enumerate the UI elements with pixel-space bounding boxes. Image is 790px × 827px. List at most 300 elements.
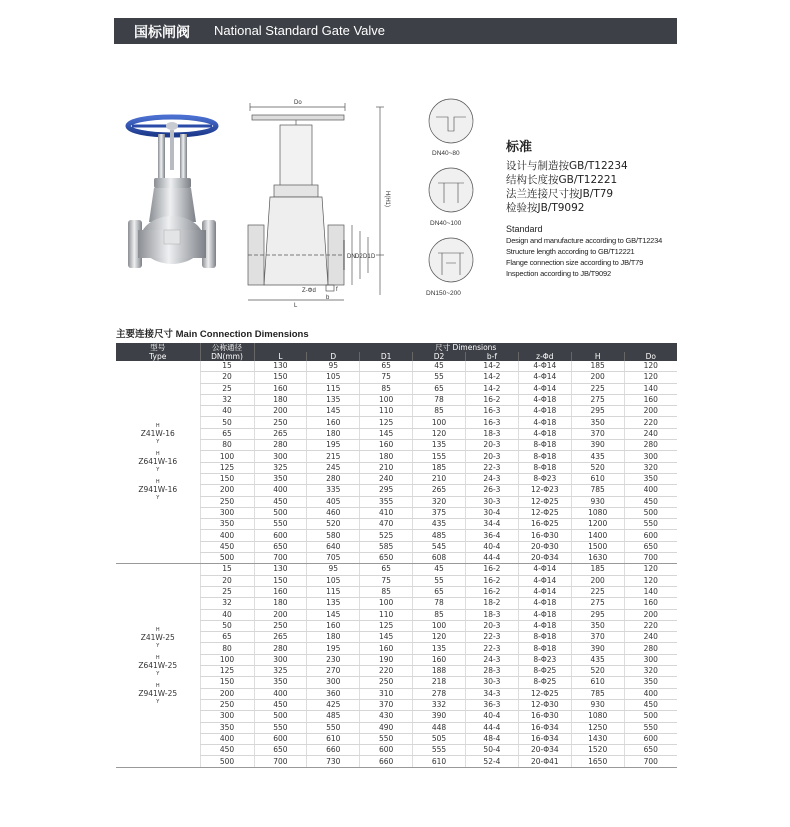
dim-cell: 24-3 <box>466 654 519 665</box>
table-row <box>116 530 677 541</box>
dim-cell: 52-4 <box>466 756 519 767</box>
dim-cell: 350 <box>571 620 624 631</box>
dim-cell: 8-Φ18 <box>518 451 571 462</box>
dim-cell: 155 <box>413 451 466 462</box>
dim-cell: 4-Φ14 <box>518 586 571 597</box>
dim-cell: 550 <box>254 519 307 530</box>
dim-cell: 265 <box>254 428 307 439</box>
dim-cell: 4-Φ18 <box>518 620 571 631</box>
dim-cell: 135 <box>307 394 360 405</box>
dim-cell: 36-3 <box>466 699 519 710</box>
dim-cell: 30-3 <box>466 677 519 688</box>
dim-cell: 785 <box>571 688 624 699</box>
dim-cell: 525 <box>360 530 413 541</box>
dim-cell: 34-4 <box>466 519 519 530</box>
dim-cell: 360 <box>307 688 360 699</box>
dim-cell: 400 <box>254 485 307 496</box>
dim-cell: 160 <box>307 620 360 631</box>
dim-cell: 400 <box>624 485 677 496</box>
dim-cell: 310 <box>360 688 413 699</box>
dim-cell: 295 <box>571 609 624 620</box>
dim-cell: 490 <box>360 722 413 733</box>
dim-cell: 4-Φ14 <box>518 383 571 394</box>
model-label <box>116 683 200 705</box>
dim-cell: 280 <box>307 473 360 484</box>
dim-cell: 180 <box>307 632 360 643</box>
dim-cell: 190 <box>360 654 413 665</box>
dim-cell: 250 <box>254 620 307 631</box>
dn-header-cn: 公称通径 <box>212 343 242 352</box>
dim-cell: 85 <box>413 609 466 620</box>
dim-cell: 4-Φ14 <box>518 372 571 383</box>
table-row <box>116 688 677 699</box>
standard-title-en: Standard <box>506 224 543 234</box>
dim-cell: 600 <box>254 530 307 541</box>
dim-cell: 18-3 <box>466 609 519 620</box>
dim-cell: 4-Φ18 <box>518 428 571 439</box>
dim-cell: 140 <box>624 383 677 394</box>
dim-cell: 700 <box>254 756 307 767</box>
dim-cell: 20-Φ34 <box>518 553 571 564</box>
model-cell <box>116 564 200 767</box>
dim-cell: 550 <box>254 722 307 733</box>
dn-cell: 20 <box>200 575 254 586</box>
dim-cell: 100 <box>360 598 413 609</box>
dim-cell: 65 <box>360 564 413 575</box>
model-sub: Y <box>156 439 160 446</box>
dn-cell: 65 <box>200 428 254 439</box>
dim-cell: 220 <box>360 666 413 677</box>
dim-cell: 48-4 <box>466 733 519 744</box>
dim-cell: 610 <box>307 733 360 744</box>
dim-cell: 20-Φ34 <box>518 745 571 756</box>
dim-cell: 14-2 <box>466 361 519 372</box>
dn-cell: 350 <box>200 519 254 530</box>
dim-cell: 180 <box>307 428 360 439</box>
dim-cell: 185 <box>571 361 624 372</box>
seal-detail-drawings <box>424 95 484 305</box>
dn-cell: 200 <box>200 485 254 496</box>
dim-cell: 1430 <box>571 733 624 744</box>
dim-cell: 550 <box>624 722 677 733</box>
dim-cell: 700 <box>254 553 307 564</box>
dim-cell: 8-Φ18 <box>518 632 571 643</box>
dim-cell: 120 <box>413 632 466 643</box>
dim-cell: 650 <box>254 745 307 756</box>
valve-section-drawing <box>240 95 405 310</box>
dim-cell: 650 <box>360 553 413 564</box>
dim-cell: 4-Φ18 <box>518 417 571 428</box>
table-row <box>116 451 677 462</box>
dim-cell: 185 <box>413 462 466 473</box>
dim-cell: 280 <box>254 440 307 451</box>
standards-block <box>506 136 696 279</box>
standard-title-cn: 标准 <box>506 140 533 155</box>
table-row <box>116 428 677 439</box>
dim-cell: 16-Φ34 <box>518 733 571 744</box>
dim-cell: 180 <box>254 598 307 609</box>
dn-cell: 500 <box>200 553 254 564</box>
dn-cell: 350 <box>200 722 254 733</box>
label-d1: D1 <box>363 254 371 260</box>
dn-cell: 125 <box>200 666 254 677</box>
dim-cell: 150 <box>254 575 307 586</box>
table-row <box>116 586 677 597</box>
dim-cell: 75 <box>360 372 413 383</box>
dim-cell: 450 <box>254 496 307 507</box>
dim-cell: 135 <box>413 440 466 451</box>
dim-cell: 450 <box>624 496 677 507</box>
dim-cell: 370 <box>571 632 624 643</box>
label-dn: DN <box>347 254 356 260</box>
dn-cell: 200 <box>200 688 254 699</box>
dim-cell: 65 <box>413 586 466 597</box>
dim-cell: 22-3 <box>466 632 519 643</box>
dim-cell: 350 <box>254 677 307 688</box>
dim-cell: 16-2 <box>466 575 519 586</box>
dim-cell: 180 <box>254 394 307 405</box>
dim-cell: 78 <box>413 394 466 405</box>
table-row <box>116 553 677 564</box>
dim-cell: 520 <box>571 666 624 677</box>
dim-cell: 1520 <box>571 745 624 756</box>
dim-cell: 200 <box>254 406 307 417</box>
dim-cell: 265 <box>254 632 307 643</box>
dim-cell: 500 <box>624 711 677 722</box>
model-sup: H <box>155 682 160 689</box>
dim-cell: 300 <box>254 654 307 665</box>
dim-cell: 705 <box>307 553 360 564</box>
dim-cell: 550 <box>624 519 677 530</box>
dn-cell: 40 <box>200 406 254 417</box>
dim-cell: 295 <box>571 406 624 417</box>
dn-cell: 500 <box>200 756 254 767</box>
dim-cell: 4-Φ18 <box>518 394 571 405</box>
dim-cell: 240 <box>624 428 677 439</box>
dim-cell: 225 <box>571 383 624 394</box>
dim-cell: 115 <box>307 383 360 394</box>
dim-cell: 16-2 <box>466 564 519 575</box>
dim-cell: 1500 <box>571 541 624 552</box>
model-cell <box>116 361 200 564</box>
dim-cell: 4-Φ18 <box>518 598 571 609</box>
dim-cell: 110 <box>360 609 413 620</box>
dim-cell: 350 <box>624 677 677 688</box>
dim-cell: 120 <box>624 564 677 575</box>
dim-cell: 180 <box>360 451 413 462</box>
type-header-cn: 型号 <box>150 343 166 352</box>
table-row <box>116 507 677 518</box>
dim-cell: 210 <box>360 462 413 473</box>
dim-cell: 435 <box>571 451 624 462</box>
dim-cell: 8-Φ23 <box>518 654 571 665</box>
model-label <box>116 451 200 473</box>
dim-cell: 130 <box>254 564 307 575</box>
dim-cell: 1630 <box>571 553 624 564</box>
label-f: f <box>336 287 338 293</box>
model-main: Z641W-25 <box>138 660 178 670</box>
dim-cell: 370 <box>571 428 624 439</box>
dim-cell: 200 <box>571 372 624 383</box>
dim-cell: 1200 <box>571 519 624 530</box>
dim-cell: 16-Φ30 <box>518 530 571 541</box>
label-b: b <box>326 295 330 301</box>
dn-cell: 15 <box>200 564 254 575</box>
dim-cell: 20-3 <box>466 620 519 631</box>
dim-cell: 320 <box>413 496 466 507</box>
table-row <box>116 541 677 552</box>
dim-cell: 450 <box>624 699 677 710</box>
model-sup: H <box>155 423 160 430</box>
model-sub: Y <box>156 495 160 502</box>
dim-cell: 4-Φ14 <box>518 575 571 586</box>
label-do: Do <box>294 100 302 106</box>
table-row <box>116 473 677 484</box>
dim-cell: 390 <box>571 643 624 654</box>
dim-cell: 4-Φ14 <box>518 361 571 372</box>
dn-cell: 100 <box>200 451 254 462</box>
dim-cell: 145 <box>307 609 360 620</box>
dim-cell: 390 <box>571 440 624 451</box>
dim-cell: 610 <box>571 677 624 688</box>
dn-cell: 25 <box>200 383 254 394</box>
standard-line-cn: 设计与制造按GB/T12234 <box>506 160 628 172</box>
dim-cell: 450 <box>254 699 307 710</box>
dn-cell: 125 <box>200 462 254 473</box>
dim-cell: 12-Φ30 <box>518 699 571 710</box>
table-row <box>116 406 677 417</box>
dim-cell: 20-3 <box>466 451 519 462</box>
dim-cell: 335 <box>307 485 360 496</box>
dim-cell: 150 <box>254 372 307 383</box>
dim-cell: 4-Φ18 <box>518 406 571 417</box>
standard-line-en: Structure length according to GB/T12221 <box>506 247 635 256</box>
table-row <box>116 654 677 665</box>
dim-cell: 8-Φ23 <box>518 473 571 484</box>
dim-cell: 55 <box>413 575 466 586</box>
dim-cell: 12-Φ25 <box>518 688 571 699</box>
dim-cell: 195 <box>307 643 360 654</box>
dn-cell: 150 <box>200 473 254 484</box>
dn-cell: 32 <box>200 394 254 405</box>
dim-cell: 22-3 <box>466 643 519 654</box>
table-row <box>116 372 677 383</box>
detail-label-2: DN40~100 <box>430 220 462 227</box>
model-sup: H <box>155 451 160 458</box>
dim-cell: 320 <box>624 462 677 473</box>
dim-cell: 220 <box>624 417 677 428</box>
dim-cell: 555 <box>413 745 466 756</box>
dim-cell: 45 <box>413 361 466 372</box>
dim-cell: 85 <box>413 406 466 417</box>
dim-cell: 4-Φ14 <box>518 564 571 575</box>
standard-line-en: Inspection according to JB/T9092 <box>506 269 611 278</box>
table-row <box>116 485 677 496</box>
dim-cell: 240 <box>360 473 413 484</box>
table-row <box>116 699 677 710</box>
dim-cell: 120 <box>624 372 677 383</box>
dim-cell: 85 <box>360 586 413 597</box>
dim-cell: 280 <box>624 440 677 451</box>
dim-cell: 4-Φ18 <box>518 609 571 620</box>
type-header-en: Type <box>149 352 167 361</box>
model-label <box>116 655 200 677</box>
dim-cell: 485 <box>413 530 466 541</box>
dn-cell: 20 <box>200 372 254 383</box>
dim-cell: 145 <box>307 406 360 417</box>
dim-cell: 220 <box>624 620 677 631</box>
dim-cell: 270 <box>307 666 360 677</box>
table-row <box>116 632 677 643</box>
dim-cell: 700 <box>624 756 677 767</box>
dim-cell: 160 <box>254 586 307 597</box>
table-row <box>116 394 677 405</box>
dim-cell: 100 <box>413 620 466 631</box>
model-sub: Y <box>156 670 160 677</box>
dimensions-table <box>116 343 677 768</box>
dim-cell: 20-Φ41 <box>518 756 571 767</box>
dim-cell: 500 <box>624 507 677 518</box>
dim-cell: 125 <box>360 620 413 631</box>
dn-cell: 450 <box>200 541 254 552</box>
dim-cell: 55 <box>413 372 466 383</box>
dim-cell: 600 <box>254 733 307 744</box>
dim-cell: 375 <box>413 507 466 518</box>
dim-cell: 350 <box>254 473 307 484</box>
dn-cell: 40 <box>200 609 254 620</box>
dim-cell: 325 <box>254 666 307 677</box>
dim-cell: 200 <box>571 575 624 586</box>
dim-cell: 78 <box>413 598 466 609</box>
dn-header-en: DN(mm) <box>211 352 243 361</box>
dim-cell: 485 <box>307 711 360 722</box>
dim-cell: 105 <box>307 372 360 383</box>
dim-cell: 1250 <box>571 722 624 733</box>
dim-cell: 100 <box>360 394 413 405</box>
model-sub: Y <box>156 698 160 705</box>
dim-cell: 95 <box>307 564 360 575</box>
column-header: z-Φd <box>518 352 571 361</box>
dim-cell: 125 <box>360 417 413 428</box>
valve-photo <box>120 112 225 287</box>
dim-cell: 215 <box>307 451 360 462</box>
dim-cell: 160 <box>307 417 360 428</box>
dim-cell: 550 <box>360 733 413 744</box>
dn-cell: 450 <box>200 745 254 756</box>
dim-cell: 44-4 <box>466 722 519 733</box>
table-row <box>116 519 677 530</box>
model-label <box>116 423 200 445</box>
dim-cell: 188 <box>413 666 466 677</box>
dim-cell: 265 <box>413 485 466 496</box>
dim-cell: 160 <box>624 394 677 405</box>
dim-cell: 50-4 <box>466 745 519 756</box>
dim-cell: 16-2 <box>466 586 519 597</box>
dim-cell: 115 <box>307 586 360 597</box>
dim-cell: 550 <box>307 722 360 733</box>
dim-cell: 24-3 <box>466 473 519 484</box>
standard-line-cn: 结构长度按GB/T12221 <box>506 174 618 186</box>
dim-cell: 30-4 <box>466 507 519 518</box>
model-sup: H <box>155 626 160 633</box>
dim-cell: 332 <box>413 699 466 710</box>
dim-cell: 40-4 <box>466 541 519 552</box>
dim-cell: 295 <box>360 485 413 496</box>
dn-cell: 25 <box>200 586 254 597</box>
table-row <box>116 462 677 473</box>
dim-cell: 200 <box>624 406 677 417</box>
dim-cell: 520 <box>307 519 360 530</box>
dim-cell: 45 <box>413 564 466 575</box>
dn-cell: 80 <box>200 440 254 451</box>
table-row <box>116 609 677 620</box>
table-row <box>116 745 677 756</box>
dim-cell: 110 <box>360 406 413 417</box>
dim-cell: 8-Φ18 <box>518 462 571 473</box>
column-header: b-f <box>466 352 519 361</box>
dim-cell: 300 <box>624 451 677 462</box>
table-row <box>116 643 677 654</box>
table-row <box>116 575 677 586</box>
dim-cell: 660 <box>307 745 360 756</box>
label-l: L <box>294 303 298 309</box>
dim-cell: 65 <box>360 361 413 372</box>
dim-cell: 730 <box>307 756 360 767</box>
dn-cell: 250 <box>200 496 254 507</box>
dimensions-body <box>116 361 677 767</box>
dim-cell: 16-Φ25 <box>518 519 571 530</box>
standard-line-en: Flange connection size according to JB/T79 <box>506 258 644 267</box>
dim-cell: 470 <box>360 519 413 530</box>
dim-cell: 405 <box>307 496 360 507</box>
dim-cell: 12-Φ25 <box>518 507 571 518</box>
dim-cell: 14-2 <box>466 383 519 394</box>
dim-cell: 40-4 <box>466 711 519 722</box>
label-zd: Z-Φd <box>302 288 316 294</box>
dim-cell: 650 <box>624 541 677 552</box>
dim-cell: 20-3 <box>466 440 519 451</box>
dim-cell: 16-Φ34 <box>518 722 571 733</box>
section-title: 主要连接尺寸 Main Connection Dimensions <box>116 329 309 340</box>
table-row <box>116 496 677 507</box>
dim-cell: 435 <box>571 654 624 665</box>
standard-line-cn: 检验按JB/T9092 <box>506 202 585 214</box>
standard-line-cn: 法兰连接尺寸按JB/T79 <box>506 188 614 200</box>
table-row <box>116 620 677 631</box>
table-row <box>116 361 677 372</box>
dim-cell: 785 <box>571 485 624 496</box>
dim-cell: 8-Φ18 <box>518 643 571 654</box>
dim-cell: 505 <box>413 733 466 744</box>
dim-cell: 650 <box>624 745 677 756</box>
dim-cell: 18-2 <box>466 598 519 609</box>
dn-cell: 50 <box>200 417 254 428</box>
dim-cell: 160 <box>624 598 677 609</box>
model-sup: H <box>155 654 160 661</box>
dim-cell: 600 <box>624 530 677 541</box>
dim-cell: 160 <box>254 383 307 394</box>
column-header: L <box>254 352 307 361</box>
dim-cell: 500 <box>254 507 307 518</box>
dim-cell: 610 <box>571 473 624 484</box>
dim-cell: 1400 <box>571 530 624 541</box>
dn-cell: 32 <box>200 598 254 609</box>
dim-cell: 135 <box>307 598 360 609</box>
column-header: D2 <box>413 352 466 361</box>
dim-cell: 120 <box>624 361 677 372</box>
label-d: D <box>371 254 376 260</box>
detail-label-1: DN40~80 <box>432 150 460 157</box>
